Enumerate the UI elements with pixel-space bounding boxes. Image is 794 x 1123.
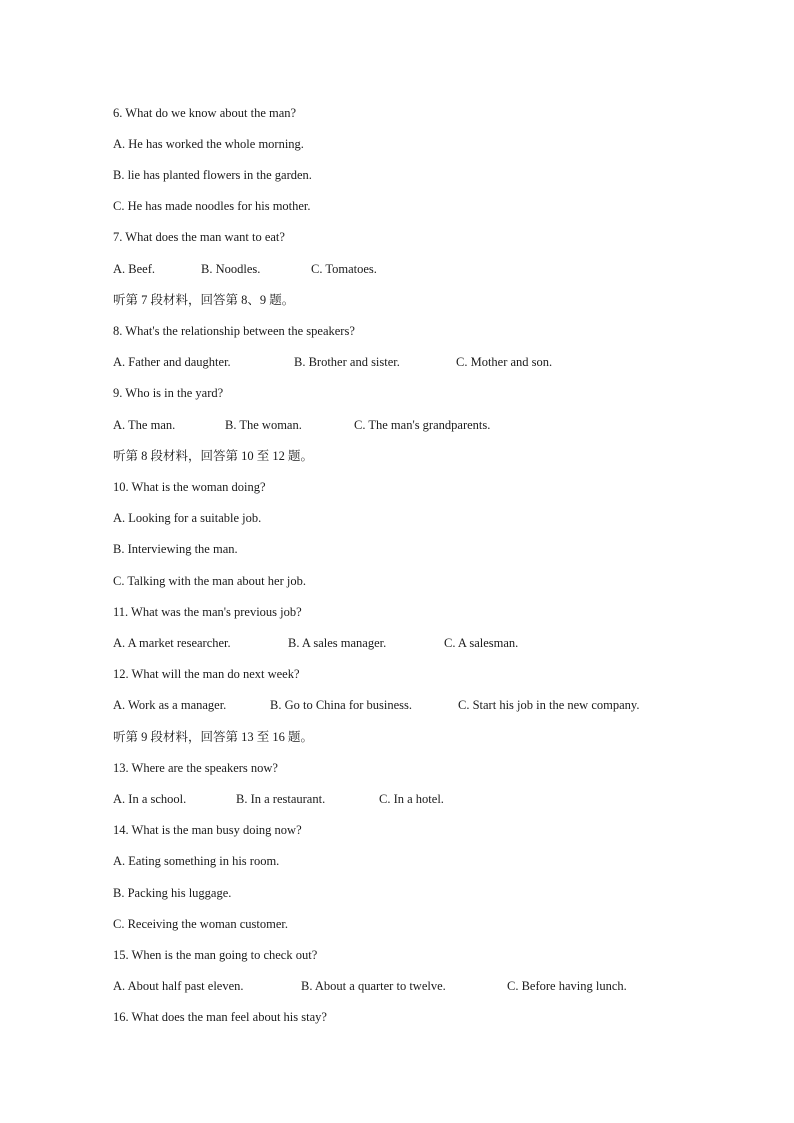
option-11b: B. A sales manager. [288,636,387,650]
option-6c: C. He has made noodles for his mother. [113,199,311,213]
option-12b: B. Go to China for business. [270,698,413,712]
option-7b: B. Noodles. [201,262,261,276]
question-6: 6. What do we know about the man? [113,106,297,120]
option-15c: C. Before having lunch. [507,979,627,993]
option-10a: A. Looking for a suitable job. [113,511,262,525]
question-7: 7. What does the man want to eat? [113,230,285,244]
question-15: 15. When is the man going to check out? [113,948,318,962]
option-14c: C. Receiving the woman customer. [113,917,288,931]
section-heading-9: 听第 9 段材料，回答第 13 至 16 题。 [113,730,314,744]
option-7c: C. Tomatoes. [311,262,377,276]
option-9c: C. The man's grandparents. [354,418,491,432]
option-13a: A. In a school. [113,792,187,806]
option-9a: A. The man. [113,418,176,432]
question-8: 8. What's the relationship between the speakers? [113,324,355,338]
option-14b: B. Packing his luggage. [113,886,232,900]
option-12c: C. Start his job in the new company. [458,698,640,712]
option-13c: C. In a hotel. [379,792,444,806]
question-10: 10. What is the woman doing? [113,480,266,494]
option-13b: B. In a restaurant. [236,792,326,806]
section-heading-7: 听第 7 段材料，回答第 8、9 题。 [113,293,295,307]
question-13: 13. Where are the speakers now? [113,761,278,775]
option-11a: A. A market researcher. [113,636,231,650]
option-15b: B. About a quarter to twelve. [301,979,446,993]
question-11: 11. What was the man's previous job? [113,605,302,619]
option-11c: C. A salesman. [444,636,519,650]
option-12a: A. Work as a manager. [113,698,227,712]
option-7a: A. Beef. [113,262,155,276]
option-10c: C. Talking with the man about her job. [113,574,306,588]
option-6a: A. He has worked the whole morning. [113,137,304,151]
question-12: 12. What will the man do next week? [113,667,300,681]
option-14a: A. Eating something in his room. [113,854,280,868]
option-9b: B. The woman. [225,418,302,432]
question-9: 9. Who is in the yard? [113,386,224,400]
option-15a: A. About half past eleven. [113,979,244,993]
option-8b: B. Brother and sister. [294,355,400,369]
option-10b: B. Interviewing the man. [113,542,238,556]
question-14: 14. What is the man busy doing now? [113,823,302,837]
section-heading-8: 听第 8 段材料，回答第 10 至 12 题。 [113,449,314,463]
question-16: 16. What does the man feel about his stay? [113,1010,327,1024]
option-8c: C. Mother and son. [456,355,553,369]
option-8a: A. Father and daughter. [113,355,231,369]
option-6b: B. lie has planted flowers in the garden. [113,168,312,182]
